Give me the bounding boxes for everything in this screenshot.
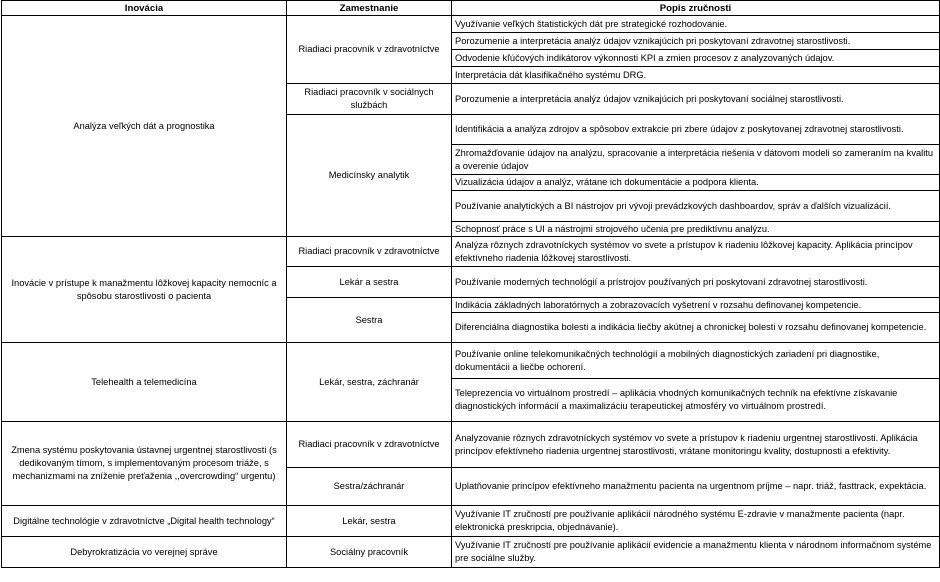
- skill-cell: Identifikácia a analýza zdrojov a spôsobov extrakcie pri zbere údajov z poskytovanej zdravotnej starostlivosti.: [452, 115, 940, 145]
- skills-table-container: [1, 0, 939, 568]
- table-row: [2, 16, 940, 33]
- table-row: [2, 537, 940, 568]
- skill-cell: Schopnosť práce s UI a nástrojmi strojového učenia pre prediktívnu analýzu.: [452, 222, 940, 237]
- innovation-cell: Inovácie v prístupe k manažmentu lôžkovej kapacity nemocníc a spôsobu starostlivosti o pacienta: [2, 237, 287, 343]
- skill-cell: Analyzovanie rôznych zdravotníckych systémov vo svete a prístupov k riadeniu urgentnej starostlivosti. Aplikácia princípov efektívneho riadenia urgentnej starostlivosti, vrátane monitoringu kvality, dostupnosti a efektivity.: [452, 422, 940, 468]
- innovation-cell: Zmena systému poskytovania ústavnej urgentnej starostlivosti (s dedikovaným tímom, s implementovaným procesom triáže, s mechanizmami na zníženie preťaženia ,,overcrowding“ urgentu): [2, 422, 287, 506]
- header-occupation: Zamestnanie: [287, 1, 452, 16]
- occupation-cell: Riadiaci pracovník v zdravotníctve: [287, 422, 452, 468]
- occupation-cell: Riadiaci pracovník v zdravotníctve: [287, 16, 452, 84]
- skills-table: [1, 0, 940, 568]
- table-row: [2, 237, 940, 267]
- skill-cell: Odvodenie kľúčových indikátorov výkonnosti KPI a zmien procesov z analyzovaných údajov.: [452, 50, 940, 67]
- table-row: [2, 343, 940, 379]
- skill-cell: Zhromažďovanie údajov na analýzu, spracovanie a interpretácia riešenia v dátovom modeli so zameraním na kvalitu a overenie údajov: [452, 145, 940, 175]
- header-innovation: Inovácia: [2, 1, 287, 16]
- innovation-cell: Digitálne technológie v zdravotníctve „Digital health technology“: [2, 506, 287, 537]
- occupation-cell: Sestra/záchranár: [287, 468, 452, 506]
- occupation-cell: Riadiaci pracovník v sociálnych službách: [287, 84, 452, 115]
- innovation-cell: Debyrokratizácia vo verejnej správe: [2, 537, 287, 568]
- occupation-cell: Lekár, sestra, záchranár: [287, 343, 452, 422]
- header-skill-description: Popis zručnosti: [452, 1, 940, 16]
- innovation-cell: Telehealth a telemedicína: [2, 343, 287, 422]
- skill-cell: Využívanie IT zručností pre používanie aplikácií evidencie a manažmentu klienta v národnom informačnom systéme pre sociálne služby.: [452, 537, 940, 568]
- occupation-cell: Medicínsky analytik: [287, 115, 452, 237]
- skill-cell: Teleprezencia vo virtuálnom prostredí – aplikácia vhodných komunikačných techník na efektívne získavanie diagnostických informácií a maximalizáciu terapeutickej atmosféry vo virtuálnom prostredí.: [452, 379, 940, 422]
- table-row: [2, 506, 940, 537]
- header-row: [2, 1, 940, 16]
- innovation-cell: Analýza veľkých dát a prognostika: [2, 16, 287, 237]
- skill-cell: Diferenciálna diagnostika bolesti a indikácia liečby akútnej a chronickej bolesti v rozsahu definovanej kompetencie.: [452, 313, 940, 343]
- skill-cell: Analýza rôznych zdravotníckych systémov vo svete a prístupov k riadeniu lôžkovej kapacity. Aplikácia princípov efektívneho riadenia lôžkovej starostlivosti.: [452, 237, 940, 267]
- skill-cell: Využívanie IT zručností pre používanie aplikácií národného systému E-zdravie v manažmente pacienta (napr. elektronická preskripcia, objednávanie).: [452, 506, 940, 537]
- skill-cell: Porozumenie a interpretácia analýz údajov vznikajúcich pri poskytovaní sociálnej starostlivosti.: [452, 84, 940, 115]
- skill-cell: Používanie moderných technológií a prístrojov používaných pri poskytovaní zdravotnej starostlivosti.: [452, 267, 940, 298]
- skill-cell: Porozumenie a interpretácia analýz údajov vznikajúcich pri poskytovaní zdravotnej starostlivosti.: [452, 33, 940, 50]
- skill-cell: Indikácia základných laboratórnych a zobrazovacích vyšetrení v rozsahu definovanej kompetencie.: [452, 298, 940, 313]
- skill-cell: Využívanie veľkých štatistických dát pre strategické rozhodovanie.: [452, 16, 940, 33]
- occupation-cell: Sociálny pracovník: [287, 537, 452, 568]
- skill-cell: Vizualizácia údajov a analýz, vrátane ich dokumentácie a podpora klienta.: [452, 175, 940, 191]
- skill-cell: Používanie online telekomunikačných technológií a mobilných diagnostických zariadení pri diagnostike, dokumentácii a liečbe ochorení.: [452, 343, 940, 379]
- skill-cell: Interpretácia dát klasifikačného systému DRG.: [452, 67, 940, 84]
- occupation-cell: Lekár a sestra: [287, 267, 452, 298]
- occupation-cell: Sestra: [287, 298, 452, 343]
- table-row: [2, 422, 940, 468]
- skill-cell: Používanie analytických a BI nástrojov pri vývoji prevádzkových dashboardov, správ a ďalších vizualizácií.: [452, 191, 940, 222]
- occupation-cell: Lekár, sestra: [287, 506, 452, 537]
- skill-cell: Uplatňovanie princípov efektívneho manažmentu pacienta na urgentnom príjme – napr. triáž, fasttrack, expektácia.: [452, 468, 940, 506]
- occupation-cell: Riadiaci pracovník v zdravotníctve: [287, 237, 452, 267]
